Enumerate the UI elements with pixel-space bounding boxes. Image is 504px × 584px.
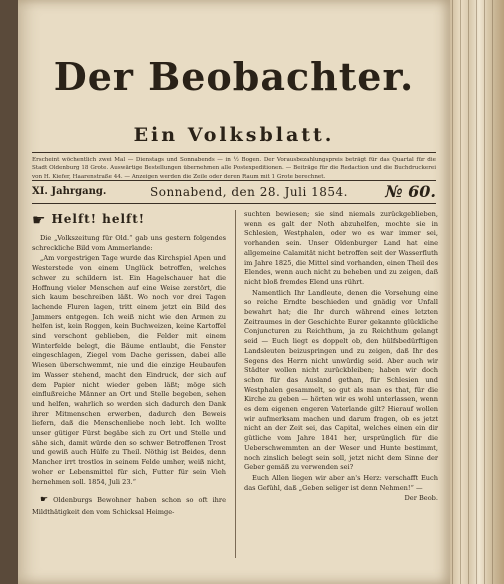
article-paragraph: Euch Allen liegen wir aber an's Herz: verschafft Euch das Gefühl, daß „Geben seliger ist denn Nehmen!“ — — [244, 473, 438, 492]
rule-dateline — [32, 203, 436, 204]
masthead-subtitle: Ein Volksblatt. — [133, 124, 335, 146]
newspaper-page — [18, 0, 450, 584]
book-page-edges — [442, 0, 504, 584]
article-paragraph — [32, 493, 226, 518]
rule-notice — [32, 180, 436, 181]
dateline — [32, 184, 436, 202]
article-paragraph: Namentlich Ihr Landleute, denen die Vorsehung eine so reiche Erndte beschieden und gnädig vor Unfall bewahrt hat; die Ihr durch während eines letzten Zeitraumes in der Geschichte Eurer gekannte glückliche Conjuncturen zu Reichthum, ja zu Reichthum gelangt seid — Euch liegt es doppelt ob, den hülfsbedürftigen Landsleuten beizuspringen und zu zeigen, daß Ihr des Segens des Herrn nicht unwürdig seid. Aber auch wir Städter wollen nicht zurückbleiben; haben wir doch schon für das Ausland gethan, für Schlesien und Westphalen gesammelt, so gut als man es that, für die Kirche zu geben — hörten wir es wohl unterlassen, wenn es dem eigenen engeren Vaterlande gilt? Hierauf wollen wir aufmerksam machen und darum fragen, ob es jetzt nicht an der Zeit sei, das Capital, welches einen ein dir gütliche vom Jahre 1841 her, ursprünglich für die Ueberschwemmten an der Weser und Hunte bestimmt, noch zinslich belegt sein soll, jetzt nicht dem Sinne der Geber gemäß zu verwenden sei? — [244, 288, 438, 472]
publication-notice: Erscheint wöchentlich zwei Mal — Dienstags und Sonnabends — in ½ Bogen. Der Vorausbezahlungspreis beträgt für das Quartal für die Stadt Oldenburg 18 Grote. Auswärtige Bestellungen übernehmen alle Postexpeditionen. — Beiträge für die Redaction und die Buchdruckerei von H. Kiefer, Haarenstraße 44. — Anzeigen werden die Zeile oder deren Raum mit 1 Grote berechnet. — [32, 157, 436, 180]
pointing-hand-icon: ☛ — [32, 210, 46, 229]
pointing-hand-icon: ☛ — [40, 495, 49, 506]
masthead-title: Der Beobachter. — [53, 54, 415, 99]
issue-date: Sonnabend, den 28. Juli 1854. — [150, 185, 348, 199]
article-paragraph-text: Oldenburgs Bewohner haben schon so oft ihre Mildthätigkeit den vom Schicksal Heimge- — [32, 496, 226, 517]
article-paragraph: Die „Volkszeitung für Old.“ gab uns gestern folgendes schreckliche Bild vom Ammerlande: — [32, 234, 226, 252]
column-divider — [235, 210, 236, 558]
article-headline — [32, 210, 226, 230]
headline-text: Helft! helft! — [51, 212, 146, 227]
rule-top — [32, 152, 436, 153]
article-column-left — [32, 210, 226, 519]
article-author: Der Beob. — [404, 494, 438, 503]
volume-year: XI. Jahrgang. — [32, 186, 107, 197]
issue-number: № 60. — [385, 182, 436, 201]
article-paragraph: suchten bewiesen; sie sind niemals zurückgeblieben, wenn es galt der Noth abzuhelfen, mochte sie in Schlesien, Westphalen, oder wo es war immer sei, vorhanden sein. Unser Oldenburger Land hat eine allgemeine Calamität nicht betroffen seit der Wasserfluth im Jahre 1825, die Mittel sind vorhanden, einen Theil des Elendes, wenn auch nicht zu beheben und zu zeigen, daß nicht bloß fremdes Elend uns rührt. — [244, 210, 438, 286]
article-column-right — [244, 210, 438, 504]
article-paragraph: „Am vorgestrigen Tage wurde das Kirchspiel Apen und Westerstede von einem Unglück betroffen, welches schwer zu schildern ist. Ein Hagelschauer hat die Hoffnung vieler Menschen auf eine Weise zerstört, die sich kaum beschreiben läßt. Wo noch vor drei Tagen lachende Fluren lagen, tritt einem jetzt ein Bild des Jammers entgegen. Ich weiß nicht wie den Armen zu helfen ist, kein Roggen, kein Buchweizen, keine Kartoffel sind verschont geblieben, die Felder mit einem Winterfelde belegt, die Bäume entlaubt, die Fenster eingeschlagen, Ziegel vom Dache gerissen, dabei alle Wiesen überschwemmt, nie und die einzige Heubaufen im Wasser stehend, macht den Eindruck, der sich auf dem Papier nicht wieder geben läßt; möge sich einflußreiche Männer an Ort und Stelle begeben, sehen und helfen, wahrlich so werden sich dadurch den Dank ihrer Mitmenschen erwerben, dadurch den Beweis liefern, daß die Menschenliebe noch lebt. Ich wollte unser gütiger Fürst begäbe sich zu Ort und Stelle und sähe sich, damit würde den so schwer Betroffenen Trost und gewiß auch Hülfe zu Theil. Nöthig ist Beides, denn Mancher irrt trostlos in seinem Felde umher, weiß nicht, woher er Lebensmittel für sich, Futter für sein Vieh hernehmen soll. 1854, Juli 23.“ — [32, 254, 226, 486]
